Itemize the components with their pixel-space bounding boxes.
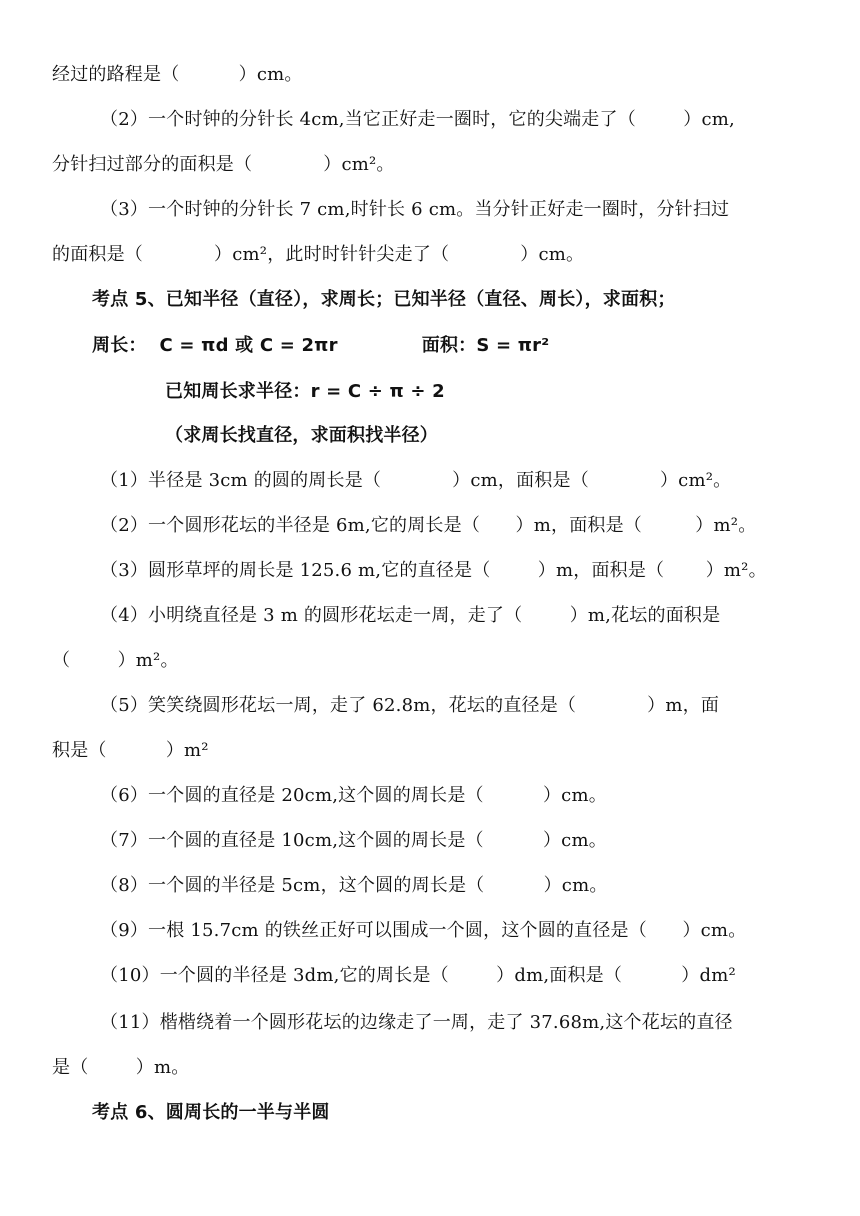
text-line: 分针扫过部分的面积是（ ）cm²。 [52, 154, 395, 175]
text-line: 经过的路程是（ ）cm。 [52, 64, 303, 85]
question-line: （8）一个圆的半径是 5cm，这个圆的周长是（ ）cm。 [100, 875, 608, 896]
hint-line: （求周长找直径，求面积找半径） [165, 425, 438, 446]
question-line: （10）一个圆的半径是 3dm,它的周长是（ ）dm,面积是（ ）dm² [100, 965, 736, 986]
question-line: （1）半径是 3cm 的圆的周长是（ ）cm，面积是（ ）cm²。 [100, 470, 732, 491]
text-line: 的面积是（ ）cm²，此时时针针尖走了（ ）cm。 [52, 244, 585, 265]
question-line: （5）笑笑绕圆形花坛一周，走了 62.8m，花坛的直径是（ ）m，面 [100, 695, 720, 716]
question-line: （6）一个圆的直径是 20cm,这个圆的周长是（ ）cm。 [100, 785, 607, 806]
question-line: （4）小明绕直径是 3 m 的圆形花坛走一周，走了（ ）m,花坛的面积是 [100, 605, 721, 626]
formula-line: 周长： C = πd 或 C = 2πr 面积：S = πr² [92, 335, 550, 356]
section-heading: 考点 6、圆周长的一半与半圆 [92, 1102, 330, 1123]
question-line: 积是（ ）m² [52, 740, 209, 761]
question-line: （11）楷楷绕着一个圆形花坛的边缘走了一周，走了 37.68m,这个花坛的直径 [100, 1012, 733, 1033]
question-line: （ ）m²。 [52, 650, 179, 671]
section-heading: 考点 5、已知半径（直径），求周长；已知半径（直径、周长），求面积； [92, 289, 676, 310]
question-line: （9）一根 15.7cm 的铁丝正好可以围成一个圆，这个圆的直径是（ ）cm。 [100, 920, 747, 941]
question-line: 是（ ）m。 [52, 1057, 190, 1078]
question-line: （2）一个圆形花坛的半径是 6m,它的周长是（ ）m，面积是（ ）m²。 [100, 515, 757, 536]
text-line: （3）一个时钟的分针长 7 cm,时针长 6 cm。当分针正好走一圈时，分针扫过 [100, 199, 730, 220]
question-line: （7）一个圆的直径是 10cm,这个圆的周长是（ ）cm。 [100, 830, 607, 851]
question-line: （3）圆形草坪的周长是 125.6 m,它的直径是（ ）m，面积是（ ）m²。 [100, 560, 767, 581]
formula-line: 已知周长求半径：r = C ÷ π ÷ 2 [165, 381, 445, 402]
text-line: （2）一个时钟的分针长 4cm,当它正好走一圈时，它的尖端走了（ ）cm, [100, 109, 735, 130]
